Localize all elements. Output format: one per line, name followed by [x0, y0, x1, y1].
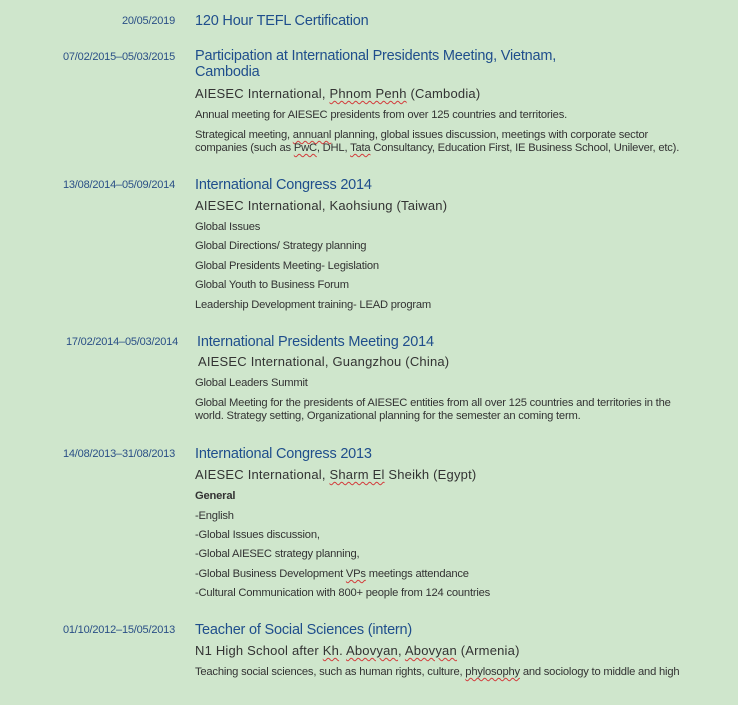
entry-title [195, 48, 615, 80]
spellcheck-word: Phnom Penh [329, 86, 407, 101]
entry-organization: N1 High School after Kh. Abovyan, Abovyan (Armenia) [195, 643, 520, 658]
spellcheck-word: Tata [350, 142, 371, 154]
entry-organization: AIESEC International, Guangzhou (China) [198, 354, 450, 369]
entry-detail: Leadership Development training- LEAD program [195, 299, 432, 311]
entry-detail: companies (such as PwC, DHL, Tata Consultancy, Education First, IE Business School, Unilever, etc). [195, 142, 680, 154]
entry-title: International Congress 2014 [195, 177, 372, 193]
entry-organization: AIESEC International, Phnom Penh (Cambodia) [195, 86, 481, 101]
entry-detail: -English [195, 510, 234, 522]
entry-title: International Congress 2013 [195, 446, 372, 462]
entry-detail: Annual meeting for AIESEC presidents from over 125 countries and territories. [195, 109, 568, 121]
entry-detail: -Global Business Development VPs meetings attendance [195, 568, 469, 580]
spellcheck-word: Abovyan [346, 643, 398, 658]
entry-detail: Global Youth to Business Forum [195, 279, 349, 291]
entry-detail: Strategical meeting, annuanl planning, global issues discussion, meetings with corporate sector [195, 129, 649, 141]
entry-title: 120 Hour TEFL Certification [195, 13, 369, 29]
entry-date: 13/08/2014–05/09/2014 [62, 179, 175, 191]
spellcheck-word: phylosophy [465, 666, 520, 678]
entry-date: 20/05/2019 [121, 15, 175, 27]
entry-detail: -Global Issues discussion, [195, 529, 320, 541]
spellcheck-word: PwC [293, 142, 317, 154]
entry-date: 01/10/2012–15/05/2013 [62, 624, 175, 636]
entry-detail: Global Directions/ Strategy planning [195, 240, 367, 252]
entry-detail: Global Meeting for the presidents of AIESEC entities from all over 125 countries and territories in the [195, 397, 671, 409]
spellcheck-word: Kh [322, 643, 340, 658]
spellcheck-word: VPs [345, 568, 366, 580]
entry-title-line1: Participation at International Presidents Meeting, Vietnam, [195, 48, 557, 64]
entry-date: 17/02/2014–05/03/2014 [65, 336, 178, 348]
entry-organization: AIESEC International, Kaohsiung (Taiwan) [195, 198, 448, 213]
entry-detail: Teaching social sciences, such as human rights, culture, phylosophy and sociology to middle and high [195, 666, 680, 678]
entry-organization: AIESEC International, Sharm El Sheikh (Egypt) [195, 467, 477, 482]
entry-detail: -Global AIESEC strategy planning, [195, 548, 360, 560]
entry-detail: world. Strategy setting, Organizational planning for the semester an coming term. [195, 410, 581, 422]
entry-title: International Presidents Meeting 2014 [197, 334, 434, 350]
entry-section-heading: General [195, 490, 236, 502]
entry-detail: Global Presidents Meeting- Legislation [195, 260, 379, 272]
entry-title: Teacher of Social Sciences (intern) [195, 622, 413, 638]
entry-title-line2: Cambodia [195, 64, 260, 80]
entry-date: 07/02/2015–05/03/2015 [62, 51, 175, 63]
spellcheck-word: annuanl [292, 129, 332, 141]
entry-date: 14/08/2013–31/08/2013 [62, 448, 175, 460]
entry-detail: Global Issues [195, 221, 261, 233]
spellcheck-word: Sharm El [329, 467, 385, 482]
spellcheck-word: Abovyan [404, 643, 457, 658]
entry-detail: Global Leaders Summit [195, 377, 308, 389]
entry-detail: -Cultural Communication with 800+ people from 124 countries [195, 587, 491, 599]
